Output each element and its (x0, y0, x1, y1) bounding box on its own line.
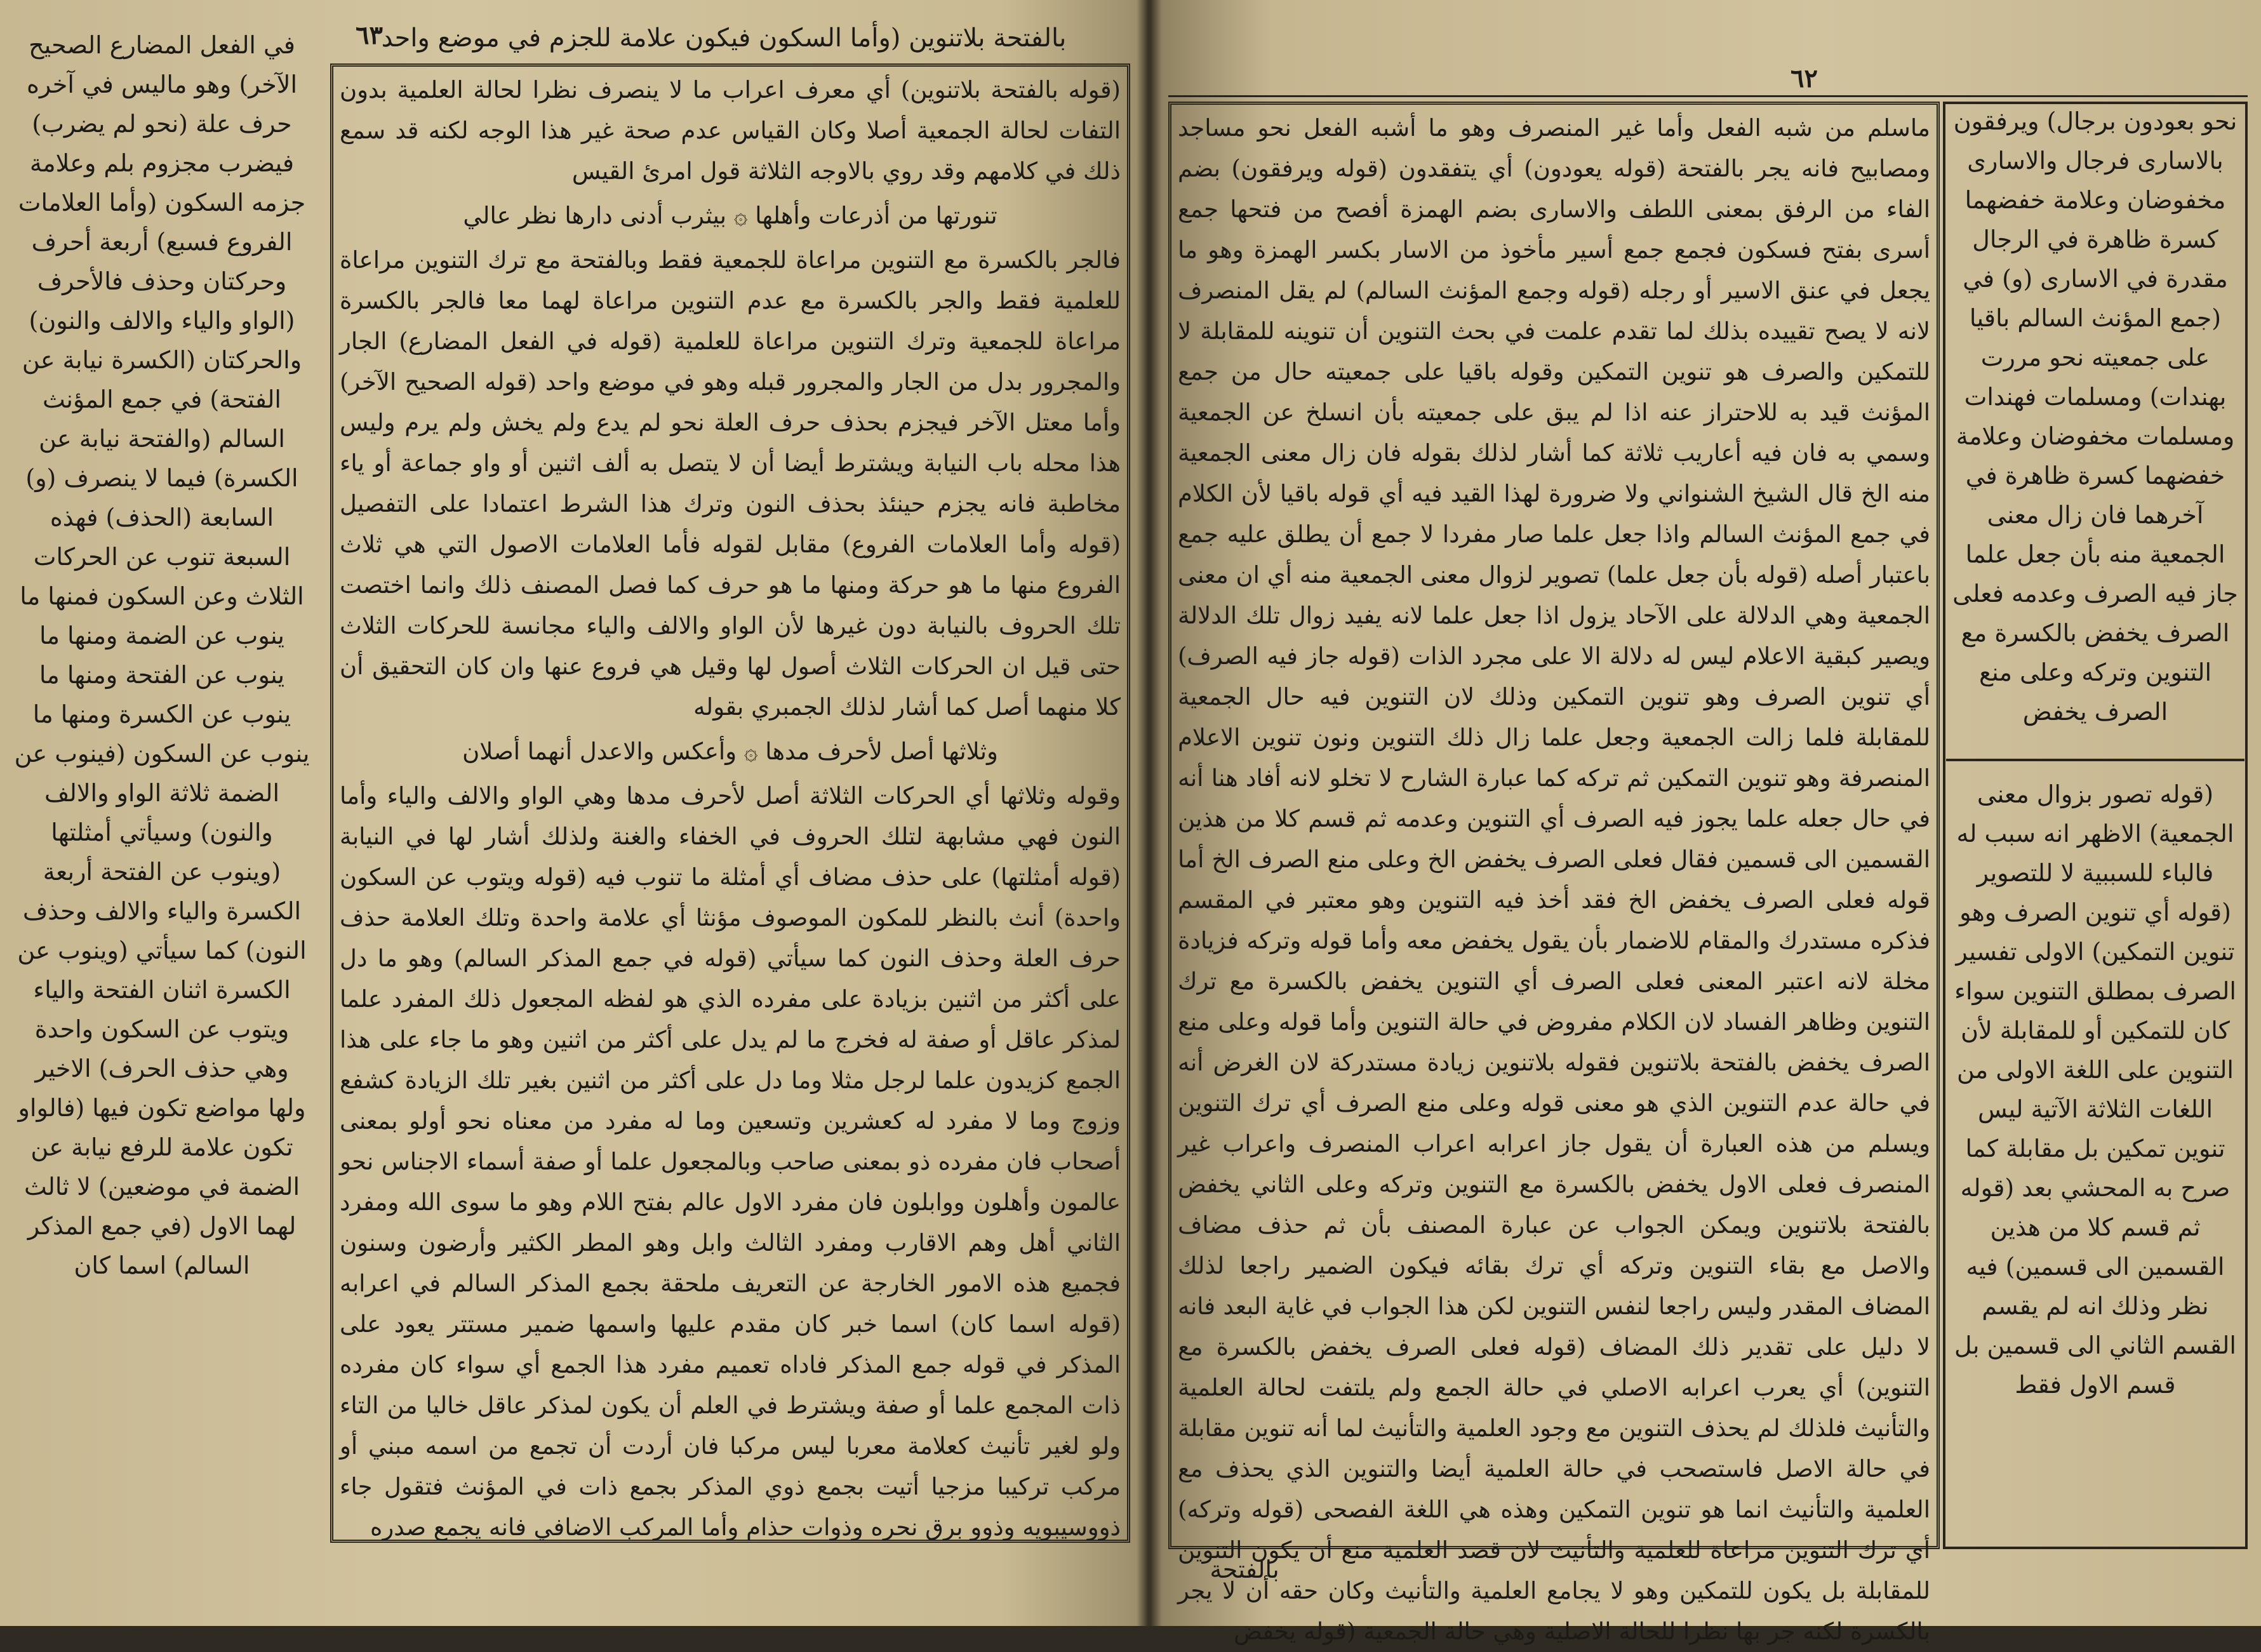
right-margin-divider (1946, 759, 2244, 761)
book-spine (1137, 0, 1162, 1626)
left-main-text-block (340, 70, 1121, 1541)
header-rule (1168, 95, 2248, 97)
left-verse-1: تنورتها من أذرعات وأهلها ۞ بيثرب أدنى دارها نظر عالي (463, 202, 997, 229)
right-main-text-block: ماسلم من شبه الفعل وأما غير المنصرف وهو ما أشبه الفعل نحو مساجد ومصابيح فانه يجر بالفتحة (قوله يعودون) أي يتفقدون (قوله ويرفقون) بضم الفاء من الرفق بمعنى اللطف والاسارى بضم الهمزة أفصح من فتحها جمع أسرى بفتح فسكون فجمع جمع أسير مأخوذ من الاسار بكسر الهمزة وهو ما يجعل في عنق الاسير أو رجله (قوله وجمع المؤنث السالم) لم يقل المنصرف لانه لا يصح تقييده بذلك لما تقدم علمت في بحث التنوين أن تنوينه للمقابلة لا للتمكين والصرف هو تنوين التمكين وقوله باقيا على جمعيته حال من جمع المؤنث قيد به للاحتراز عنه اذا لم يبق على جمعيته بأن انسلخ عن الجمعية وسمي به فان فيه أعاريب ثلاثة كما أشار لذلك بقوله فان زال معنى الجمعية منه الخ قال الشيخ الشنواني ولا ضرورة لهذا القيد فيه أي قوله باقيا لأن الكلام في جمع المؤنث السالم واذا جعل علما صار مفردا لا جمع أن يطلق عليه جمع باعتبار أصله (قوله بأن جعل علما) تصوير لزوال معنى الجمعية منه أي ان معنى الجمعية وهي الدلالة على الآحاد يزول اذا جعل علما لانه يفيد زوال تلك الدلالة ويصير كبقية الاعلام ليس له دلالة الا على مجرد الذات (قوله جاز فيه الصرف) أي تنوين الصرف وهو تنوين التمكين وذلك لان التنوين فيه حال الجمعية للمقابلة فلما زالت الجمعية وجعل علما زال ذلك التنوين ونون تنوين الاعلام المنصرفة وهو تنوين التمكين ثم تركه كما عبارة الشارح لا تخلو لانه أفاد هنا أنه في حال جعله علما يجوز فيه الصرف أي التنوين وعدمه ثم قسم كلا من هذين القسمين الى قسمين فقال فعلى الصرف يخفض الخ وعلى منع الصرف الخ أما قوله فعلى الصرف يخفض الخ فقد أخذ فيه التنوين وهو معتبر في المقسم فذكره مستدرك والمقام للاضمار بأن يقول يخفض معه وأما قوله وتركه فزيادة مخلة لانه اعتبر المعنى فعلى الصرف أي التنوين يخفض بالكسرة مع ترك التنوين وظاهر الفساد لان الكلام مفروض في حالة التنوين وأما قوله وعلى منع الصرف يخفض بالفتحة بلاتنوين فقوله بلاتنوين زيادة مستدركة لان الغرض أنه في حالة عدم التنوين الذي هو معنى قوله وعلى منع الصرف أي ترك التنوين ويسلم من هذه العبارة أن يقول جاز اعرابه اعراب المنصرف واعراب غير المنصرف فعلى الاول يخفض بالكسرة مع التنوين وتركه وعلى الثاني يخفض بالفتحة بلاتنوين ويمكن الجواب عن عبارة المصنف بأن ثم حذف مضاف والاصل مع بقاء التنوين وتركه أي ترك بقائه فيكون الضمير راجعا لذلك المضاف المقدر وليس راجعا لنفس التنوين لكن هذا الجواب في غاية البعد فانه لا دليل على تقدير ذلك المضاف (قوله فعلى الصرف يخفض بالكسرة مع التنوين) أي يعرب اعرابه الاصلي في حالة الجمع ولم يلتفت لحالة العلمية والتأنيث فلذلك لم يحذف التنوين مع وجود العلمية والتأنيث لما أنه تنوين مقابلة في حالة الاصل فاستصحب في حالة العلمية أيضا والتنوين الذي يحذف مع العلمية والتأنيث انما هو تنوين التمكين وهذه هي اللغة الفصحى (قوله وتركه) أي ترك التنوين مراعاة للعلمية والتأنيث لان قصد العلمية منع أن يكون التنوين للمقابلة بل يكون للتمكين وهو لا يجامع العلمية والتأنيث وكان حقه أن لا يجر بالكسرة لكنه جر بها نظرا للحالة الاصلية وهي حالة الجمعية (قوله يخفض (1178, 114, 1930, 1645)
left-main-paragraph-1: (قوله بالفتحة بلاتنوين) أي معرف اعراب ما لا ينصرف نظرا لحالة العلمية بدون التفات لحالة الجمعية أصلا وكان القياس عدم صحة غير هذا الوجه لكنه قد سمع ذلك في كلامهم وقد روي بالاوجه الثلاثة قول امرئ القيس (340, 76, 1121, 185)
left-verse-2: وثلاثها أصل لأحرف مدها ۞ وأعكس والاعدل أنهما أصلان (462, 738, 998, 765)
page-number-left: ٦٣ (356, 20, 383, 50)
page-number-right: ٦٢ (1791, 63, 1818, 93)
running-header: بالفتحة بلاتنوين (وأما السكون فيكون علامة للجزم في موضع واحد (381, 23, 1067, 53)
right-margin-text-bottom: (قوله تصور بزوال معنى الجمعية) الاظهر انه سبب له فالباء للسببية لا للتصوير (قوله أي تنوين الصرف وهو تنوين التمكين) الاولى تفسير الصرف بمطلق التنوين سواء كان للتمكين أو للمقابلة لأن التنوين على اللغة الاولى من اللغات الثلاثة الآتية ليس تنوين تمكين بل مقابلة كما صرح به المحشي بعد (قوله ثم قسم كلا من هذين القسمين الى قسمين) فيه نظر وذلك انه لم يقسم القسم الثاني الى قسمين بل قسم الاول فقط (1954, 780, 2236, 1399)
left-margin-text: في الفعل المضارع الصحيح الآخر) وهو ماليس في آخره حرف علة (نحو لم يضرب) فيضرب مجزوم بلم وعلامة جزمه السكون (وأما العلامات الفروع فسبع) أربعة أحرف وحركتان وحذف فالأحرف (الواو والياء والالف والنون) والحركتان (الكسرة نيابة عن الفتحة) في جمع المؤنث السالم (والفتحة نيابة عن الكسرة) فيما لا ينصرف (و) السابعة (الحذف) فهذه السبعة تنوب عن الحركات الثلاث وعن السكون فمنها ما ينوب عن الضمة ومنها ما ينوب عن الفتحة ومنها ما ينوب عن الكسرة ومنها ما ينوب عن السكون (فينوب عن الضمة ثلاثة الواو والالف والنون) وسيأتي أمثلتها (وينوب عن الفتحة أربعة الكسرة والياء والالف وحذف النون) كما سيأتي (وينوب عن الكسرة اثنان الفتحة والياء ويتوب عن السكون واحدة وهي حذف الحرف) الاخير ولها مواضع تكون فيها (فالواو تكون علامة للرفع نيابة عن الضمة في موضعين) لا ثالث لهما الاول (في جمع المذكر السالم) اسما كان (14, 31, 310, 1279)
right-margin-text-top: نحو بعودون برجال) ويرفقون بالاسارى فرجال والاسارى مخفوضان وعلامة خفضهما كسرة ظاهرة في الرجال مقدرة في الاسارى (و) في (جمع المؤنث السالم باقيا على جمعيته نحو مررت بهندات) ومسلمات فهندات ومسلمات مخفوضان وعلامة خفضهما كسرة ظاهرة في آخرهما فان زال معنى الجمعية منه بأن جعل علما جاز فيه الصرف وعدمه فعلى الصرف يخفض بالكسرة مع التنوين وتركه وعلى منع الصرف يخفض (1952, 107, 2238, 726)
left-main-paragraph-2: فالجر بالكسرة مع التنوين مراعاة للجمعية فقط وبالفتحة مع ترك التنوين مراعاة للعلمية فقط والجر بالكسرة مع عدم التنوين مراعاة لهما معا فالجر بالكسرة مراعاة للجمعية وترك التنوين مراعاة للعلمية (قوله في الفعل المضارع) الجار والمجرور بدل من الجار والمجرور قبله وهو في موضع واحد (قوله الصحيح الآخر) وأما معتل الآخر فيجزم بحذف حرف العلة نحو لم يدع ولم يخش ولم يرم وليس هذا محله باب النيابة ويشترط أيضا أن لا يتصل به ألف اثنين أو واو جماعة أو ياء مخاطبة فانه يجزم حينئذ بحذف النون وترك هذا الشرط اعتمادا على التفصيل (قوله وأما العلامات الفروع) مقابل لقوله فأما العلامات الاصول التي هي ثلاث الفروع منها ما هو حركة ومنها ما هو حرف كما فصل المصنف ذلك وانما اختصت تلك الحروف بالنيابة دون غيرها لأن الواو والالف والياء مجانسة للحركات الثلاث حتى قيل ان الحركات الثلاث أصول لها وقيل هي فروع عنها وان كان التحقيق أن كلا منهما أصل كما أشار لذلك الجمبري بقوله (340, 246, 1121, 721)
left-main-paragraph-3: وقوله وثلاثها أي الحركات الثلاثة أصل لأحرف مدها وهي الواو والالف والياء وأما النون فهي مشابهة لتلك الحروف في الخفاء والغنة ولذلك أشار لها في النيابة (قوله أمثلتها) على حذف مضاف أي أمثلة ما تنوب فيه (قوله ويتوب عن السكون واحدة) أنث بالنظر للمكون الموصوف مؤنثا أي علامة واحدة وتلك العلامة حذف حرف العلة وحذف النون كما سيأتي (قوله في جمع المذكر السالم) وهو ما دل على أكثر من اثنين بزيادة على مفرده الذي هو لفظه المجعول ذلك المفرد علما لمذكر عاقل أو صفة له فخرج ما لم يدل على أكثر من اثنين وهو ما جاء على هذا الجمع كزيدون علما لرجل مثلا وما دل على أكثر من اثنين بغير تلك الزيادة كشفع وزوج وما لا مفرد له كعشرين وتسعين وما له مفرد من معناه نحو أولو بمعنى أصحاب فان مفرده ذو بمعنى صاحب وبالمجعول علما أو صفة أسماء الاجناس نحو عالمون وأهلون ووابلون فان مفرد الاول عالم بفتح اللام وهو ما سوى الله ومفرد الثاني أهل وهم الاقارب ومفرد الثالث وابل وهو المطر الكثير وأرضون وسنون فجميع هذه الامور الخارجة عن التعريف ملحقة بجمع المذكر السالم في اعرابه (قوله اسما كان) اسما خبر كان مقدم عليها واسمها ضمير مستتر يعود على المذكر في قوله جمع المذكر فاداه تعميم مفرد هذا الجمع أي سواء كان مفرده ذات المجمع علما أو صفة ويشترط في العلم أن يكون لمذكر عاقل خاليا من التاء ولو لغير تأنيث كعلامة معربا ليس مركبا فان أردت أن تجمع من اسمه مبني أو مركب تركيبا مزجيا أتيت بجمع ذوي المذكر بجمع ذات في المؤنث فتقول جاء ذووسيبويه وذوو برق نحره وذوات حذام وأما المركب الاضافي فانه يجمع صدره (340, 782, 1121, 1541)
catchword: بالفتحة (1210, 1555, 1279, 1583)
